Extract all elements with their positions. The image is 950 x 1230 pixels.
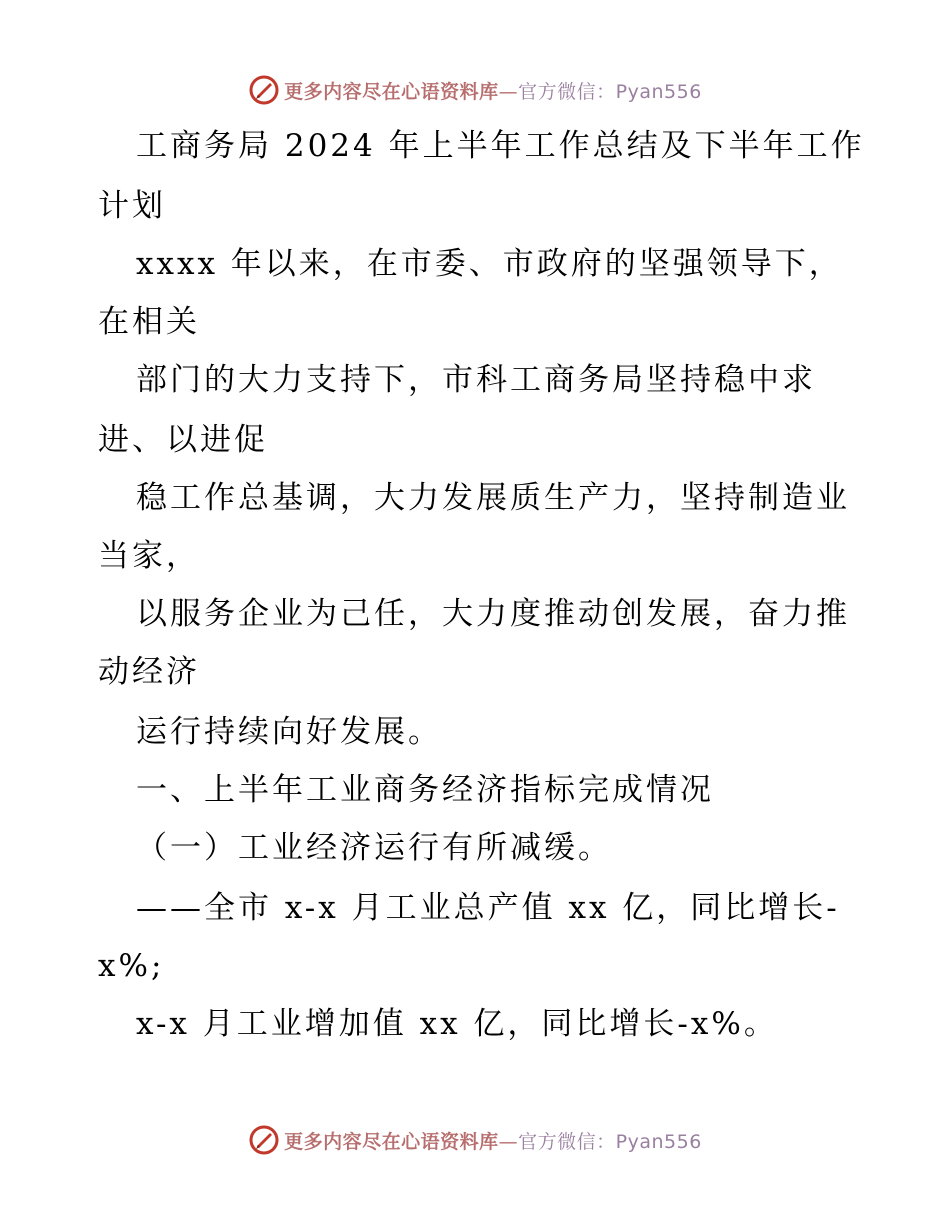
watermark-main-text: 更多内容尽在心语资料库: [284, 80, 499, 103]
watermark-separator: —: [498, 1130, 519, 1153]
section-heading: 一、上半年工业商务经济指标完成情况: [136, 772, 714, 808]
paragraph-line: 以服务企业为己任，大力度推动创发展，奋力推: [136, 596, 850, 632]
paragraph-line: 动经济: [98, 654, 200, 690]
watermark-contact-text: 官方微信：Pyan556: [518, 1130, 702, 1153]
paragraph-line: 稳工作总基调，大力发展质生产力，坚持制造业: [136, 480, 850, 516]
subsection-heading: （一）工业经济运行有所减缓。: [136, 830, 612, 866]
quill-pen-logo-icon: [248, 1124, 280, 1156]
paragraph-line: xxxx 年以来，在市委、市政府的坚强领导下，: [136, 246, 843, 282]
watermark-contact-text: 官方微信：Pyan556: [518, 80, 702, 103]
watermark-separator: —: [498, 80, 519, 103]
watermark-main-text: 更多内容尽在心语资料库: [284, 1130, 499, 1153]
document-title-line-1: 工商务局 2024 年上半年工作总结及下半年工作: [136, 128, 865, 164]
paragraph-line: 部门的大力支持下，市科工商务局坚持稳中求: [136, 362, 816, 398]
document-title-line-2: 计划: [98, 188, 166, 224]
paragraph-line: x%;: [98, 948, 165, 984]
paragraph-line: ——全市 x-x 月工业总产值 xx 亿，同比增长-: [136, 890, 840, 926]
paragraph-line: 当家，: [98, 538, 200, 574]
paragraph-line: 运行持续向好发展。: [136, 714, 442, 750]
paragraph-line: x-x 月工业增加值 xx 亿，同比增长-x%。: [136, 1006, 778, 1042]
paragraph-line: 进、以进促: [98, 422, 268, 458]
footer-watermark: [0, 1120, 950, 1160]
paragraph-line: 在相关: [98, 304, 200, 340]
